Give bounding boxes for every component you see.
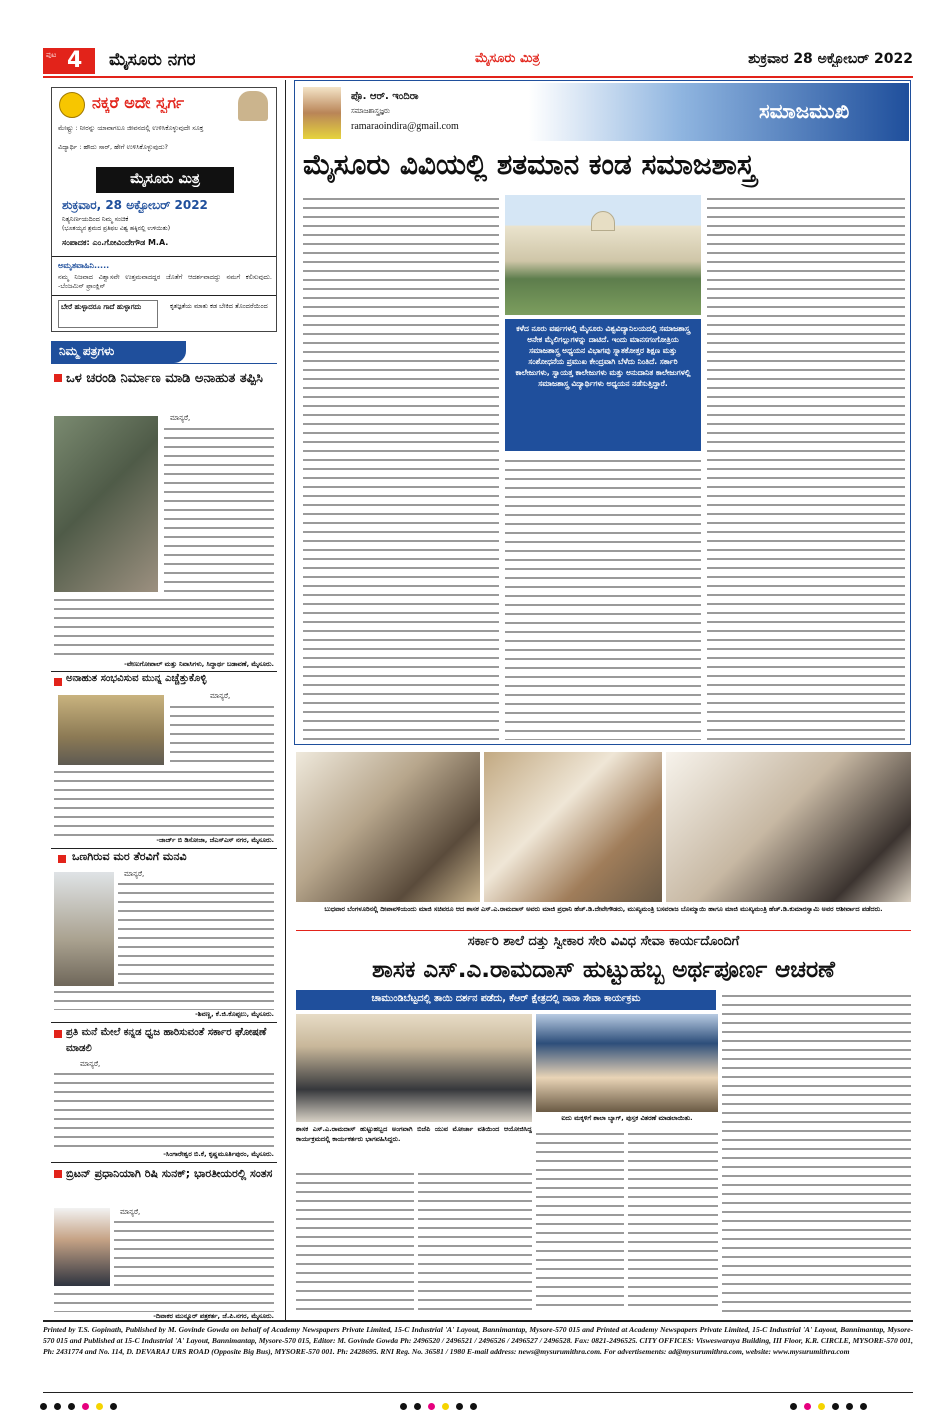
event-photo-3	[666, 752, 911, 902]
quote-text: ನಮ್ಮ ನಿಜವಾದ ವಿಶ್ವಾಸವೇ ಉತ್ತಮವಾದದ್ದರ ಜೊತೆಗೆ ಆದರ್ಶವಾದದ್ದು ನಮಗೆ ಕಲಿಸುವುದು. -ಬೆಂಜಮಿನ್ ಫ್ರಾಂಕ್ಲಿನ್	[58, 273, 272, 290]
feature-photo	[505, 195, 701, 315]
letter-2-body-b	[54, 768, 274, 836]
feature-pullquote: ಕಳೆದ ನೂರು ವರ್ಷಗಳಲ್ಲಿ ಮೈಸೂರು ವಿಶ್ವವಿದ್ಯಾನಿಲಯದಲ್ಲಿ ಸಮಾಜಶಾಸ್ತ್ರ ಅನೇಕ ಮೈಲಿಗಲ್ಲುಗಳನ್ನು ದಾಟಿದೆ. ಇಂದು ಮಾನಸಗಂಗೋತ್ರಿಯ ಸಮಾಜಶಾಸ್ತ್ರ ಅಧ್ಯಯನ ವಿಭಾಗವು ಸ್ನಾತಕೋತ್ತರ ಶಿಕ್ಷಣ ಮತ್ತು ಸಂಶೋಧನೆಯ ಪ್ರಮುಖ ಕೇಂದ್ರವಾಗಿ ಬೆಳೆದು ನಿಂತಿದೆ. ಸರ್ಕಾರಿ ಕಾಲೇಜುಗಳು, ಸ್ವಾಯತ್ತ ಕಾಲೇಜುಗಳು ಮತ್ತು ಅನುದಾನಿತ ಕಾಲೇಜುಗಳಲ್ಲಿ ಸಮಾಜಶಾಸ್ತ್ರ ವಿದ್ಯಾರ್ಥಿಗಳು ಅಧ್ಯಯನ ನಡೆಸುತ್ತಿದ್ದಾರೆ.	[505, 319, 701, 451]
reg-dot	[860, 1403, 867, 1410]
registration-marks-left	[40, 1402, 160, 1412]
letter-4-title: ಪ್ರತಿ ಮನೆ ಮೇಲೆ ಕನ್ನಡ ಧ್ವಜ ಹಾರಿಸುವಂತೆ ಸರ್ಕಾರ ಘೋಷಣೆ ಮಾಡಲಿ	[66, 1027, 267, 1054]
footer-rule	[43, 1320, 913, 1322]
letter-2-title: ಅನಾಹುತ ಸಂಭವಿಸುವ ಮುನ್ನ ಎಚ್ಚೆತ್ತುಕೊಳ್ಳಿ	[66, 673, 207, 684]
proverb-box-2: ಕೃತಜ್ಞತೆಯ ಮಾತು ಕಡ ಬೇಕಿದ ತೊಂದರೆಯಿಂದ	[170, 302, 268, 310]
letter-1-photo	[54, 416, 158, 592]
proverb-box-1: ಬೇರೆ ಹುಳ್ಳಾದರೂ ಗಾದೆ ಹುಳ್ಳಾಗದು	[58, 300, 158, 328]
letter-4-salutation: ಮಾನ್ಯರೆ,	[80, 1060, 101, 1068]
event-photo-1	[296, 752, 480, 902]
letters-section-title: ನಿಮ್ಮ ಪತ್ರಗಳು	[59, 344, 115, 358]
page-number-box	[43, 48, 95, 74]
letter-5-signature: -ದಿವಾಕರ ಮುನ್ನೂರ್ ಪತ್ರಕರ್ತ, ಜೆ.ಪಿ.ನಗರ, ಮೈಸೂರು.	[153, 1312, 274, 1320]
letters-section-banner	[51, 341, 186, 363]
reg-dot	[442, 1403, 449, 1410]
reg-dot	[40, 1403, 47, 1410]
joke-divider	[52, 256, 277, 257]
letter-2-body-a	[170, 703, 274, 765]
reg-dot	[804, 1403, 811, 1410]
feature-col-2	[505, 457, 701, 740]
birthday-kicker: ಸರ್ಕಾರಿ ಶಾಲೆ ದತ್ತು ಸ್ವೀಕಾರ ಸೇರಿ ವಿವಿಧ ಸೇವಾ ಕಾರ್ಯದೊಂದಿಗೆ	[467, 934, 740, 949]
page-label: ಪುಟ	[46, 51, 57, 59]
reg-dot	[400, 1403, 407, 1410]
letter-1-body-b	[54, 596, 274, 660]
letter-2-salutation: ಮಾನ್ಯರೆ,	[210, 692, 231, 700]
reg-dot	[470, 1403, 477, 1410]
editor-line: ಸಂಪಾದಕ: ಎಂ.ಗೋವಿಂದೇಗೌಡ M.A.	[62, 238, 169, 247]
birthday-rule	[296, 930, 911, 931]
letter-5-title: ಬ್ರಿಟನ್ ಪ್ರಧಾನಿಯಾಗಿ ರಿಷಿ ಸುನಕ್; ಭಾರತೀಯರಲ್ಲಿ ಸಂತಸ	[66, 1167, 273, 1180]
reg-dot	[110, 1403, 117, 1410]
birthday-subhead-bar	[296, 990, 716, 1010]
joke-line-2: ವಿದ್ಯಾರ್ಥಿ : ಹೌದು ಸಾರ್, ಹೇಗೆ ಉಳಿಸಿಕೊಳ್ಳುವುದು?	[58, 143, 168, 151]
joke-box-title: ನಕ್ಕರೆ ಅದೇ ಸ್ವರ್ಗ	[92, 93, 185, 112]
letter-3-body-b	[54, 988, 274, 1010]
letter-3-body-a	[118, 880, 274, 986]
reg-dot	[96, 1403, 103, 1410]
registration-marks-right	[790, 1402, 910, 1412]
letter-2-signature: -ಜಾರ್ಜ್ ಬಿ ಡಿಸೋಜಾ, ಜೆಎಸ್ಎಸ್ ನಗರ, ಮೈಸೂರು.	[156, 836, 274, 844]
letter-4-body	[54, 1070, 274, 1150]
reg-dot	[456, 1403, 463, 1410]
reg-dot	[54, 1403, 61, 1410]
feature-article	[294, 80, 911, 745]
event-photo-2	[484, 752, 662, 902]
letter-1-title: ಒಳ ಚರಂಡಿ ನಿರ್ಮಾಣ ಮಾಡಿ ಅನಾಹುತ ತಪ್ಪಿಸಿ	[66, 371, 263, 386]
feature-col-1	[303, 195, 499, 740]
group-photo-2	[536, 1014, 718, 1112]
registration-marks-center	[400, 1402, 550, 1412]
reg-dot	[818, 1403, 825, 1410]
reg-dot	[428, 1403, 435, 1410]
joke-box	[51, 87, 277, 332]
footer-imprint: Printed by T.S. Gopinath, Published by M. Govinde Gowda on behalf of Academy Newspapers Private Limited, 15-C Industrial 'A' Layout, Bannimantap, Mysore-570 015 and Printed at Academy Newspapers Private Limited, 15-C Industrial 'A' Layout, Bannimantap, Mysore-570 015 and Published at 15-C Industrial 'A' Layout, Bannimantap, Mysore-570 015, Editor: M. Govinde Gowda Ph: 2496520 / 2496521 / 2496526 / 2496527 / 2496528. Fax: 0821-2496525. CITY OFFICES: Visweswaraya Building, III Floor, K.R. CIRCLE, MYSORE-570 001, Ph: 2431774 and No. 114, D. DEVARAJ URS ROAD (Opposite Big Bus), MYSORE-570 001. Ph: 2428695. RNI Reg. No. 36581 / 1980 E-mail address: news@mysurumithra.com. For advertisements: ad@mysurumithra.com, website: www.mysurumithra.com	[43, 1325, 913, 1356]
letter-3-title: ಒಣಗಿರುವ ಮರ ತೆರವಿಗೆ ಮನವಿ	[72, 850, 187, 863]
letter-5-photo	[54, 1208, 110, 1286]
letter-4-signature: -ಸಿಂಗಾರೇಶ್ವರ ಬಿ.ಕೆ, ಕೃಷ್ಣಮೂರ್ತಿಪುರಂ, ಮೈಸೂರು.	[163, 1150, 274, 1158]
letter-3-signature: -ಶಿವಣ್ಣ, ಕೆ.ಜಿ.ಕೊಪ್ಪಲು, ಮೈಸೂರು.	[195, 1010, 274, 1018]
reg-dot	[414, 1403, 421, 1410]
feature-col-3	[707, 195, 905, 740]
reg-dot	[68, 1403, 75, 1410]
group-photo-1	[296, 1014, 532, 1122]
birthday-col-2	[418, 1170, 532, 1312]
footer-rule-bottom	[43, 1392, 913, 1393]
letter-1-signature: -ವೇಣುಗೋಪಾಲ್ ಮತ್ತು ನಿವಾಸಿಗಳು, ಸಿದ್ಧಾರ್ಥ ಬಡಾವಣೆ, ಮೈಸೂರು.	[124, 660, 274, 668]
joke-subline-2: (ಭೂತಯ್ಯನ ಶ್ರಮದ ಪ್ರತಿಫಲ ವಿಶ್ವ ಹಕ್ಕಿನಲ್ಲಿ ಉಳಿಯಿತು)	[62, 225, 171, 232]
author-photo	[303, 87, 341, 139]
birthday-col-3a	[536, 1130, 624, 1312]
reg-dot	[82, 1403, 89, 1410]
letter-1-body-a	[164, 425, 274, 592]
author-email[interactable]: ramaraoindira@gmail.com	[351, 121, 459, 132]
joke-divider-2	[52, 295, 277, 296]
laughing-face-icon	[59, 92, 85, 118]
mithra-logo-text: ಮೈಸೂರು ಮಿತ್ರ	[130, 171, 200, 187]
cartoon-icon	[238, 91, 268, 121]
header-rule	[43, 76, 913, 78]
reg-dot	[790, 1403, 797, 1410]
author-role: ಸಮಾಜಶಾಸ್ತ್ರಜ್ಞರು	[351, 107, 390, 115]
page-header	[43, 46, 913, 76]
letters-rule	[51, 363, 277, 364]
birthday-headline: ಶಾಸಕ ಎಸ್.ಎ.ರಾಮದಾಸ್ ಹುಟ್ಟುಹಬ್ಬ ಅರ್ಥಪೂರ್ಣ ಆಚರಣೆ	[372, 957, 835, 983]
letter-2-title-bullet	[54, 678, 62, 686]
joke-line-1: ಮೇಷ್ಟ್ರು : ನೀರನ್ನು ಯಾವಾಗಲೂ ಜೀವನದಲ್ಲಿ ಉಳಿಸಿಕೊಳ್ಳುವುದೇ ಸೂಕ್ತ	[58, 124, 204, 132]
birthday-col-1	[296, 1170, 414, 1312]
author-name: ಪ್ರೊ. ಆರ್. ಇಂದಿರಾ	[351, 91, 419, 102]
letter-5-title-bullet	[54, 1170, 62, 1178]
birthday-col-4-top	[722, 992, 911, 1312]
reg-dot	[832, 1403, 839, 1410]
masthead-small: ಮೈಸೂರು ಮಿತ್ರ	[475, 51, 540, 66]
letter-2-photo	[58, 695, 164, 765]
section-tag-box	[529, 83, 909, 141]
page-number: 4	[67, 48, 83, 73]
joke-box-date: ಶುಕ್ರವಾರ, 28 ಅಕ್ಟೋಬರ್ 2022	[62, 198, 208, 212]
header-date: ಶುಕ್ರವಾರ 28 ಅಕ್ಟೋಬರ್ 2022	[748, 51, 913, 67]
letter-3-salutation: ಮಾನ್ಯರೆ,	[124, 870, 145, 878]
letter-3-photo	[54, 872, 114, 986]
letter-sep-1	[51, 671, 277, 672]
building-dome	[591, 211, 615, 231]
event-photo-caption: ಬುಧವಾರ ಬೆಂಗಳೂರಿನಲ್ಲಿ ದೀಪಾವಳಿಯಂದು ಮಾಜಿ ಸಚಿವರೂ ಆದ ಶಾಸಕ ಎಸ್.ಎ.ರಾಮದಾಸ್ ಅವರು ಮಾಜಿ ಪ್ರಧಾನಿ ಹೆಚ್.ಡಿ.ದೇವೇಗೌಡರು, ಮುಖ್ಯಮಂತ್ರಿ ಬಸವರಾಜ ಬೊಮ್ಮಾಯಿ ಹಾಗೂ ಮಾಜಿ ಮುಖ್ಯಮಂತ್ರಿ ಹೆಚ್.ಡಿ.ಕುಮಾರಸ್ವಾಮಿ ಅವರ ಆಶೀರ್ವಾದ ಪಡೆದರು.	[324, 905, 883, 913]
letter-sep-3	[51, 1022, 277, 1023]
quote-title: ಅಮೃತವಾಹಿನಿ.....	[58, 261, 110, 270]
birthday-subhead: ಚಾಮುಂಡಿಬೆಟ್ಟದಲ್ಲಿ ತಾಯಿ ದರ್ಶನ ಪಡೆದು, ಕೆಆರ್ ಕ್ಷೇತ್ರದಲ್ಲಿ ನಾನಾ ಸೇವಾ ಕಾರ್ಯಕ್ರಮ	[371, 993, 641, 1004]
column-divider	[285, 80, 286, 1320]
birthday-col-3b	[628, 1130, 718, 1312]
group-photo-1-caption: ಶಾಸಕ ಎಸ್.ಎ.ರಾಮದಾಸ್ ಹುಟ್ಟುಹಬ್ಬದ ಅಂಗವಾಗಿ ಬಿಜೆಪಿ ಯುವ ಮೋರ್ಚಾ ವತಿಯಿಂದ ಆಯೋಜಿಸಿದ್ದ ಕಾರ್ಯಕ್ರಮದಲ್ಲಿ ಕಾರ್ಯಕರ್ತರು ಭಾಗವಹಿಸಿದ್ದರು.	[296, 1125, 532, 1143]
letter-1-title-bullet	[54, 374, 62, 382]
letter-3-title-bullet	[58, 855, 66, 863]
mithra-logo-box	[96, 167, 234, 193]
section-tag: ಸಮಾಜಮುಖಿ	[759, 99, 850, 123]
letter-4-title-bullet	[54, 1030, 62, 1038]
letter-sep-2	[51, 848, 277, 849]
letter-5-salutation: ಮಾನ್ಯರೆ,	[120, 1208, 141, 1216]
letter-5-body-a	[114, 1218, 274, 1288]
reg-dot	[846, 1403, 853, 1410]
section-name: ಮೈಸೂರು ನಗರ	[109, 50, 196, 70]
letter-1-salutation: ಮಾನ್ಯರೆ,	[170, 414, 191, 422]
letter-5-body-b	[54, 1290, 274, 1312]
joke-subline-1: ನಿತ್ಯನಿರ್ಣಯದಿಂದ ನಿಮ್ಮ ಸಂಚಿಕೆ	[62, 215, 129, 223]
group-photo-2-caption: ಐದು ಮಕ್ಕಳಿಗೆ ಶಾಲಾ ಬ್ಯಾಗ್, ಪುಸ್ತಕ ವಿತರಣೆ ಮಾಡಲಾಯಿತು.	[561, 1114, 693, 1122]
feature-headline: ಮೈಸೂರು ವಿವಿಯಲ್ಲಿ ಶತಮಾನ ಕಂಡ ಸಮಾಜಶಾಸ್ತ್ರ	[303, 148, 755, 181]
letter-sep-4	[51, 1162, 277, 1163]
